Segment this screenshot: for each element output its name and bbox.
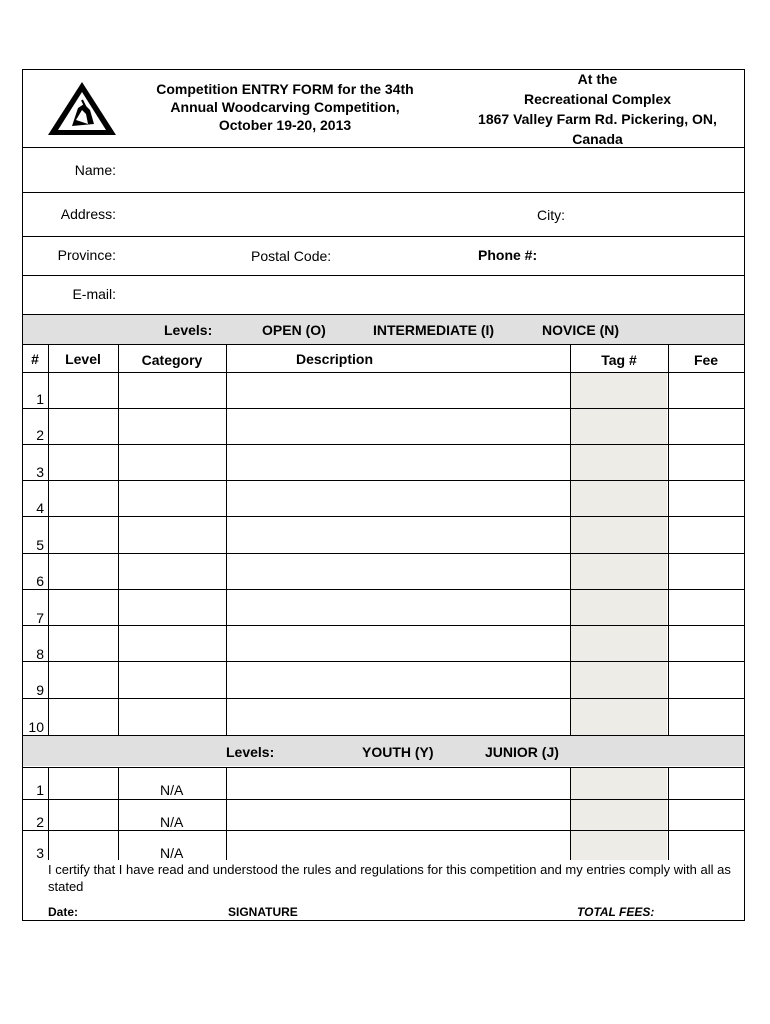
level-novice: NOVICE (N): [542, 322, 619, 338]
address-field[interactable]: [120, 195, 520, 233]
tag-column-shade-adult: [570, 373, 667, 735]
category-na: N/A: [160, 845, 184, 861]
levels-label-adult: Levels:: [164, 322, 213, 338]
postal-code-field[interactable]: [345, 239, 470, 273]
logo: [46, 80, 118, 138]
name-field[interactable]: [120, 150, 740, 190]
city-field[interactable]: [572, 195, 740, 233]
col-level: Level: [65, 351, 101, 367]
col-tag: Tag #: [601, 352, 637, 368]
name-label: Name:: [74, 162, 116, 178]
row-number: 4: [36, 500, 44, 516]
category-na: N/A: [160, 814, 184, 830]
row-number: 3: [36, 845, 44, 861]
levels-label-youth: Levels:: [226, 744, 275, 760]
phone-field[interactable]: [548, 239, 740, 273]
location-block: At the Recreational Complex 1867 Valley Farm Rd. Pickering, ON, Canada: [478, 71, 717, 147]
address-label: Address:: [60, 206, 116, 222]
row-number: 7: [36, 610, 44, 626]
col-fee: Fee: [693, 352, 719, 368]
row-number: 9: [36, 682, 44, 698]
row-number: 2: [36, 814, 44, 830]
date-label: Date:: [48, 905, 79, 919]
row-number: 10: [28, 719, 44, 735]
row-number: 5: [36, 537, 44, 553]
category-na: N/A: [160, 782, 184, 798]
email-field[interactable]: [120, 278, 740, 312]
phone-label: Phone #:: [478, 247, 538, 263]
row-number: 8: [36, 646, 44, 662]
level-open: OPEN (O): [262, 322, 326, 338]
certify-statement: I certify that I have read and understood the rules and regulations for this competition and my entries comply with all as stated: [48, 862, 731, 894]
form-title: Competition ENTRY FORM for the 34th Annual Woodcarving Competition, October 19-20, 2013: [156, 81, 414, 133]
row-number: 3: [36, 464, 44, 480]
total-fees-label: TOTAL FEES:: [577, 905, 655, 919]
tag-column-shade-youth: [570, 768, 667, 860]
level-intermediate: INTERMEDIATE (I): [373, 322, 495, 338]
row-number: 2: [36, 427, 44, 443]
province-field[interactable]: [120, 239, 245, 273]
woodcarver-triangle-logo-icon: [46, 80, 118, 138]
email-label: E-mail:: [72, 286, 116, 302]
level-junior: JUNIOR (J): [485, 744, 559, 760]
col-num: #: [31, 351, 39, 367]
row-number: 1: [36, 782, 44, 798]
level-youth: YOUTH (Y): [362, 744, 434, 760]
row-number: 6: [36, 573, 44, 589]
city-label: City:: [537, 207, 565, 223]
col-description: Description: [296, 351, 374, 367]
row-number: 1: [36, 391, 44, 407]
postal-code-label: Postal Code:: [251, 248, 332, 264]
signature-label: SIGNATURE: [228, 905, 298, 919]
col-category: Category: [141, 352, 203, 368]
province-label: Province:: [57, 247, 116, 263]
